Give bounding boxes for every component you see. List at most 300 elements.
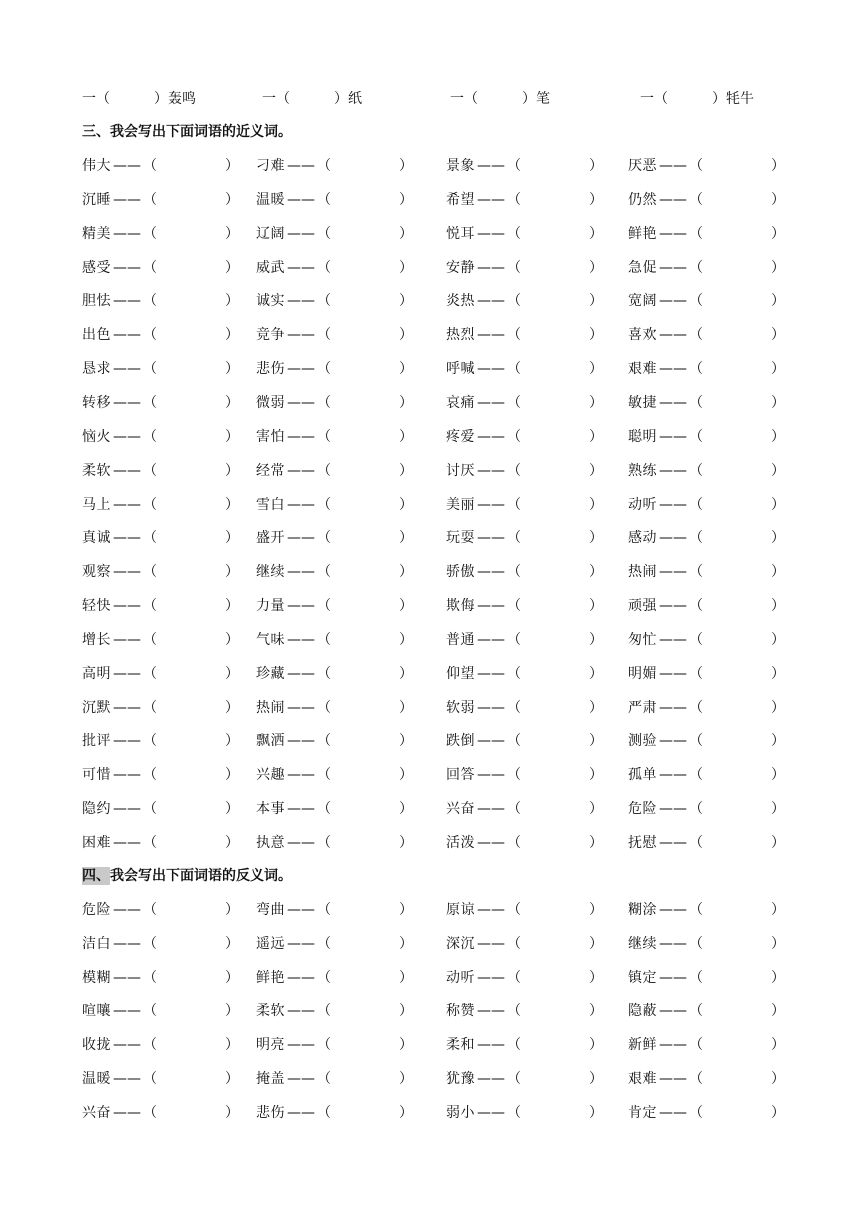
word-label: 盛开 bbox=[256, 530, 285, 547]
dash-separator: —— bbox=[477, 801, 505, 818]
close-paren: ） bbox=[399, 1104, 413, 1121]
word-label: 称赞 bbox=[446, 1003, 475, 1020]
word-label: 增长 bbox=[82, 631, 111, 648]
open-paren: （ bbox=[317, 733, 331, 750]
close-paren: ） bbox=[399, 598, 413, 615]
word-label: 轻快 bbox=[82, 598, 111, 615]
word-label: 珍藏 bbox=[256, 665, 285, 682]
open-paren: （ bbox=[317, 428, 331, 445]
word-item bbox=[628, 560, 800, 584]
close-paren: ） bbox=[399, 767, 413, 784]
open-paren: （ bbox=[507, 293, 521, 310]
word-label: 骄傲 bbox=[446, 564, 475, 581]
word-row bbox=[82, 391, 800, 415]
word-row bbox=[82, 898, 800, 922]
dash-separator: —— bbox=[113, 327, 141, 344]
open-paren: （ bbox=[689, 191, 703, 208]
close-paren: ） bbox=[399, 665, 413, 682]
open-paren: （ bbox=[507, 1037, 521, 1054]
dash-separator: —— bbox=[113, 394, 141, 411]
word-item bbox=[446, 628, 628, 652]
word-label: 温暖 bbox=[82, 1071, 111, 1087]
close-paren: ） bbox=[225, 259, 239, 276]
word-label: 热闹 bbox=[628, 564, 657, 581]
measure-word-item bbox=[640, 87, 830, 111]
dash-separator: —— bbox=[113, 462, 141, 479]
word-row bbox=[82, 1101, 800, 1125]
dash-separator: —— bbox=[113, 733, 141, 750]
word-row bbox=[82, 357, 800, 381]
dash-separator: —— bbox=[287, 699, 315, 716]
dash-separator: —— bbox=[477, 733, 505, 750]
word-row bbox=[82, 831, 800, 855]
word-item bbox=[256, 1067, 446, 1091]
close-paren: ） bbox=[771, 394, 785, 411]
close-paren: ） bbox=[399, 361, 413, 378]
word-label: 厌恶 bbox=[628, 158, 657, 174]
word-label: 力量 bbox=[256, 598, 285, 615]
close-paren: ） bbox=[225, 733, 239, 750]
dash-separator: —— bbox=[659, 259, 687, 276]
word-label: 观察 bbox=[82, 564, 111, 581]
word-item bbox=[256, 526, 446, 550]
word-item bbox=[628, 154, 800, 178]
word-row bbox=[82, 999, 800, 1023]
word-item bbox=[256, 966, 446, 990]
close-paren: ） bbox=[589, 902, 603, 918]
word-item bbox=[628, 831, 800, 855]
dash-separator: —— bbox=[287, 631, 315, 648]
word-label: 喧嚷 bbox=[82, 1003, 111, 1020]
dash-separator: —— bbox=[287, 665, 315, 682]
word-label: 危险 bbox=[628, 801, 657, 818]
word-item bbox=[446, 357, 628, 381]
dash-separator: —— bbox=[113, 191, 141, 208]
word-item bbox=[256, 222, 446, 246]
word-row bbox=[82, 628, 800, 652]
dash-separator: —— bbox=[659, 1037, 687, 1054]
word-row bbox=[82, 493, 800, 517]
word-item bbox=[628, 999, 800, 1023]
word-label: 悦耳 bbox=[446, 225, 475, 242]
section3-title: 三、我会写出下面词语的近义词。 bbox=[82, 124, 292, 140]
open-paren: （ bbox=[689, 327, 703, 344]
dash-separator: —— bbox=[477, 462, 505, 479]
open-paren: （ bbox=[689, 158, 703, 174]
word-label: 呼喊 bbox=[446, 361, 475, 378]
dash-separator: —— bbox=[287, 1037, 315, 1054]
dash-separator: —— bbox=[287, 1003, 315, 1020]
dash-separator: —— bbox=[113, 801, 141, 818]
open-paren: （ bbox=[143, 259, 157, 276]
close-paren: ） bbox=[399, 699, 413, 716]
dash-separator: —— bbox=[477, 902, 505, 918]
word-label: 经常 bbox=[256, 462, 285, 479]
word-item bbox=[82, 154, 256, 178]
word-label: 安静 bbox=[446, 259, 475, 276]
open-paren: （ bbox=[689, 496, 703, 513]
open-paren: （ bbox=[689, 631, 703, 648]
open-paren: （ bbox=[689, 1104, 703, 1121]
dash-separator: —— bbox=[659, 530, 687, 547]
open-paren: （ bbox=[143, 462, 157, 479]
open-paren: （ bbox=[689, 801, 703, 818]
word-item bbox=[628, 932, 800, 956]
dash-separator: —— bbox=[287, 733, 315, 750]
open-paren: （ bbox=[507, 361, 521, 378]
close-paren: ） bbox=[399, 158, 413, 174]
close-paren: ） bbox=[225, 969, 239, 986]
dash-separator: —— bbox=[659, 935, 687, 952]
word-label: 测验 bbox=[628, 733, 657, 750]
word-label: 批评 bbox=[82, 733, 111, 750]
dash-separator: —— bbox=[113, 1071, 141, 1087]
open-paren: （ bbox=[507, 1071, 521, 1087]
close-paren: ） bbox=[771, 935, 785, 952]
dash-separator: —— bbox=[659, 496, 687, 513]
open-paren: （ bbox=[689, 428, 703, 445]
close-paren: ） bbox=[771, 835, 785, 851]
dash-separator: —— bbox=[113, 1003, 141, 1020]
item-suffix: ）笔 bbox=[522, 91, 550, 107]
word-label: 严肃 bbox=[628, 699, 657, 716]
word-label: 犹豫 bbox=[446, 1071, 475, 1087]
word-item bbox=[256, 1033, 446, 1057]
open-paren: （ bbox=[507, 1003, 521, 1020]
word-item bbox=[446, 323, 628, 347]
close-paren: ） bbox=[771, 327, 785, 344]
dash-separator: —— bbox=[113, 158, 141, 174]
dash-separator: —— bbox=[113, 902, 141, 918]
open-paren: （ bbox=[143, 835, 157, 851]
open-paren: （ bbox=[507, 767, 521, 784]
open-paren: （ bbox=[143, 394, 157, 411]
word-item bbox=[446, 391, 628, 415]
word-row bbox=[82, 560, 800, 584]
word-label: 雪白 bbox=[256, 496, 285, 513]
close-paren: ） bbox=[399, 801, 413, 818]
dash-separator: —— bbox=[113, 699, 141, 716]
close-paren: ） bbox=[399, 969, 413, 986]
word-item bbox=[446, 662, 628, 686]
word-item bbox=[628, 493, 800, 517]
word-item bbox=[628, 729, 800, 753]
open-paren: （ bbox=[507, 1104, 521, 1121]
word-item bbox=[256, 391, 446, 415]
open-paren: （ bbox=[317, 902, 331, 918]
close-paren: ） bbox=[399, 327, 413, 344]
open-paren: （ bbox=[689, 835, 703, 851]
word-label: 隐约 bbox=[82, 801, 111, 818]
word-item bbox=[82, 763, 256, 787]
open-paren: （ bbox=[317, 801, 331, 818]
word-label: 玩耍 bbox=[446, 530, 475, 547]
open-paren: （ bbox=[317, 462, 331, 479]
word-item bbox=[82, 459, 256, 483]
open-paren: （ bbox=[689, 1037, 703, 1054]
dash-separator: —— bbox=[659, 462, 687, 479]
open-paren: （ bbox=[143, 225, 157, 242]
close-paren: ） bbox=[589, 801, 603, 818]
word-item bbox=[82, 1067, 256, 1091]
word-item bbox=[446, 1101, 628, 1125]
open-paren: （ bbox=[143, 969, 157, 986]
word-label: 疼爱 bbox=[446, 428, 475, 445]
open-paren: （ bbox=[143, 158, 157, 174]
open-paren: （ bbox=[143, 428, 157, 445]
dash-separator: —— bbox=[477, 158, 505, 174]
close-paren: ） bbox=[589, 835, 603, 851]
open-paren: （ bbox=[689, 969, 703, 986]
open-paren: （ bbox=[317, 158, 331, 174]
dash-separator: —— bbox=[659, 428, 687, 445]
close-paren: ） bbox=[589, 969, 603, 986]
dash-separator: —— bbox=[287, 530, 315, 547]
word-item bbox=[82, 628, 256, 652]
close-paren: ） bbox=[771, 969, 785, 986]
close-paren: ） bbox=[225, 902, 239, 918]
word-item bbox=[82, 357, 256, 381]
close-paren: ） bbox=[771, 361, 785, 378]
open-paren: （ bbox=[143, 699, 157, 716]
dash-separator: —— bbox=[659, 158, 687, 174]
open-paren: （ bbox=[317, 564, 331, 581]
word-row bbox=[82, 1067, 800, 1091]
dash-separator: —— bbox=[113, 564, 141, 581]
word-item bbox=[82, 391, 256, 415]
word-item bbox=[82, 323, 256, 347]
word-row bbox=[82, 222, 800, 246]
word-label: 欺侮 bbox=[446, 598, 475, 615]
close-paren: ） bbox=[771, 496, 785, 513]
close-paren: ） bbox=[399, 530, 413, 547]
word-item bbox=[446, 1067, 628, 1091]
word-item bbox=[82, 493, 256, 517]
dash-separator: —— bbox=[477, 428, 505, 445]
word-item bbox=[256, 1101, 446, 1125]
close-paren: ） bbox=[589, 1104, 603, 1121]
dash-separator: —— bbox=[113, 225, 141, 242]
word-item bbox=[628, 662, 800, 686]
word-item bbox=[446, 594, 628, 618]
dash-separator: —— bbox=[477, 969, 505, 986]
open-paren: （ bbox=[317, 631, 331, 648]
dash-separator: —— bbox=[477, 1037, 505, 1054]
word-item bbox=[628, 289, 800, 313]
dash-separator: —— bbox=[659, 293, 687, 310]
dash-separator: —— bbox=[659, 1104, 687, 1121]
word-item bbox=[256, 493, 446, 517]
dash-separator: —— bbox=[287, 191, 315, 208]
word-label: 动听 bbox=[628, 496, 657, 513]
open-paren: （ bbox=[317, 191, 331, 208]
open-paren: （ bbox=[143, 564, 157, 581]
open-paren: （ bbox=[143, 1003, 157, 1020]
word-item bbox=[256, 729, 446, 753]
close-paren: ） bbox=[589, 293, 603, 310]
word-item bbox=[446, 256, 628, 280]
word-item bbox=[256, 459, 446, 483]
word-label: 马上 bbox=[82, 496, 111, 513]
dash-separator: —— bbox=[113, 631, 141, 648]
open-paren: （ bbox=[143, 496, 157, 513]
word-item bbox=[256, 763, 446, 787]
word-item bbox=[446, 289, 628, 313]
dash-separator: —— bbox=[477, 496, 505, 513]
open-paren: （ bbox=[507, 969, 521, 986]
word-item bbox=[446, 493, 628, 517]
dash-separator: —— bbox=[477, 191, 505, 208]
open-paren: （ bbox=[317, 935, 331, 952]
open-paren: （ bbox=[507, 733, 521, 750]
close-paren: ） bbox=[589, 1071, 603, 1087]
word-label: 感动 bbox=[628, 530, 657, 547]
word-item bbox=[82, 999, 256, 1023]
close-paren: ） bbox=[589, 361, 603, 378]
close-paren: ） bbox=[225, 767, 239, 784]
close-paren: ） bbox=[771, 631, 785, 648]
word-label: 模糊 bbox=[82, 969, 111, 986]
close-paren: ） bbox=[589, 259, 603, 276]
word-item bbox=[446, 729, 628, 753]
open-paren: （ bbox=[317, 496, 331, 513]
close-paren: ） bbox=[225, 801, 239, 818]
dash-separator: —— bbox=[287, 767, 315, 784]
measure-word-item bbox=[82, 87, 262, 111]
item-prefix: 一（ bbox=[640, 91, 668, 107]
dash-separator: —— bbox=[287, 158, 315, 174]
word-label: 悲伤 bbox=[256, 361, 285, 378]
item-prefix: 一（ bbox=[450, 91, 478, 107]
word-item bbox=[256, 999, 446, 1023]
dash-separator: —— bbox=[477, 327, 505, 344]
word-label: 恼火 bbox=[82, 428, 111, 445]
word-item bbox=[446, 459, 628, 483]
open-paren: （ bbox=[317, 293, 331, 310]
close-paren: ） bbox=[225, 699, 239, 716]
section4-title bbox=[82, 864, 292, 888]
close-paren: ） bbox=[589, 1037, 603, 1054]
close-paren: ） bbox=[225, 530, 239, 547]
word-item bbox=[82, 222, 256, 246]
open-paren: （ bbox=[143, 1104, 157, 1121]
open-paren: （ bbox=[507, 530, 521, 547]
dash-separator: —— bbox=[659, 191, 687, 208]
close-paren: ） bbox=[589, 496, 603, 513]
dash-separator: —— bbox=[113, 361, 141, 378]
word-item bbox=[446, 560, 628, 584]
dash-separator: —— bbox=[659, 564, 687, 581]
close-paren: ） bbox=[589, 225, 603, 242]
dash-separator: —— bbox=[477, 361, 505, 378]
dash-separator: —— bbox=[287, 361, 315, 378]
dash-separator: —— bbox=[113, 293, 141, 310]
close-paren: ） bbox=[225, 1003, 239, 1020]
open-paren: （ bbox=[507, 902, 521, 918]
dash-separator: —— bbox=[287, 935, 315, 952]
word-item bbox=[82, 797, 256, 821]
close-paren: ） bbox=[225, 158, 239, 174]
dash-separator: —— bbox=[113, 496, 141, 513]
word-row bbox=[82, 256, 800, 280]
word-row bbox=[82, 966, 800, 990]
word-label: 美丽 bbox=[446, 496, 475, 513]
word-label: 动听 bbox=[446, 969, 475, 986]
item-prefix: 一（ bbox=[262, 91, 290, 107]
word-label: 明亮 bbox=[256, 1037, 285, 1054]
word-item bbox=[82, 560, 256, 584]
word-item bbox=[628, 526, 800, 550]
word-item bbox=[628, 966, 800, 990]
close-paren: ） bbox=[771, 1003, 785, 1020]
word-label: 软弱 bbox=[446, 699, 475, 716]
open-paren: （ bbox=[143, 191, 157, 208]
word-label: 原谅 bbox=[446, 902, 475, 918]
dash-separator: —— bbox=[113, 969, 141, 986]
dash-separator: —— bbox=[659, 665, 687, 682]
word-item bbox=[82, 898, 256, 922]
word-item bbox=[446, 425, 628, 449]
word-item bbox=[628, 763, 800, 787]
dash-separator: —— bbox=[477, 225, 505, 242]
item-prefix: 一（ bbox=[82, 91, 110, 107]
open-paren: （ bbox=[689, 665, 703, 682]
word-label: 镇定 bbox=[628, 969, 657, 986]
close-paren: ） bbox=[399, 394, 413, 411]
open-paren: （ bbox=[689, 767, 703, 784]
word-label: 柔软 bbox=[256, 1003, 285, 1020]
close-paren: ） bbox=[771, 598, 785, 615]
open-paren: （ bbox=[689, 225, 703, 242]
word-label: 害怕 bbox=[256, 428, 285, 445]
word-row bbox=[82, 323, 800, 347]
dash-separator: —— bbox=[659, 835, 687, 851]
word-item bbox=[256, 662, 446, 686]
dash-separator: —— bbox=[287, 835, 315, 851]
word-label: 希望 bbox=[446, 191, 475, 208]
close-paren: ） bbox=[589, 158, 603, 174]
dash-separator: —— bbox=[287, 327, 315, 344]
close-paren: ） bbox=[399, 1003, 413, 1020]
dash-separator: —— bbox=[477, 1003, 505, 1020]
close-paren: ） bbox=[589, 733, 603, 750]
close-paren: ） bbox=[771, 225, 785, 242]
word-item bbox=[628, 628, 800, 652]
close-paren: ） bbox=[399, 496, 413, 513]
word-item bbox=[446, 898, 628, 922]
dash-separator: —— bbox=[287, 598, 315, 615]
word-label: 炎热 bbox=[446, 293, 475, 310]
open-paren: （ bbox=[143, 1071, 157, 1087]
word-label: 胆怯 bbox=[82, 293, 111, 310]
close-paren: ） bbox=[589, 1003, 603, 1020]
word-label: 沉默 bbox=[82, 699, 111, 716]
word-item bbox=[82, 729, 256, 753]
word-item bbox=[82, 831, 256, 855]
word-item bbox=[446, 154, 628, 178]
measure-word-item bbox=[450, 87, 640, 111]
word-label: 鲜艳 bbox=[256, 969, 285, 986]
dash-separator: —— bbox=[659, 902, 687, 918]
word-label: 感受 bbox=[82, 259, 111, 276]
word-label: 回答 bbox=[446, 767, 475, 784]
dash-separator: —— bbox=[477, 259, 505, 276]
dash-separator: —— bbox=[287, 496, 315, 513]
dash-separator: —— bbox=[477, 530, 505, 547]
open-paren: （ bbox=[689, 733, 703, 750]
close-paren: ） bbox=[225, 225, 239, 242]
word-item bbox=[446, 966, 628, 990]
